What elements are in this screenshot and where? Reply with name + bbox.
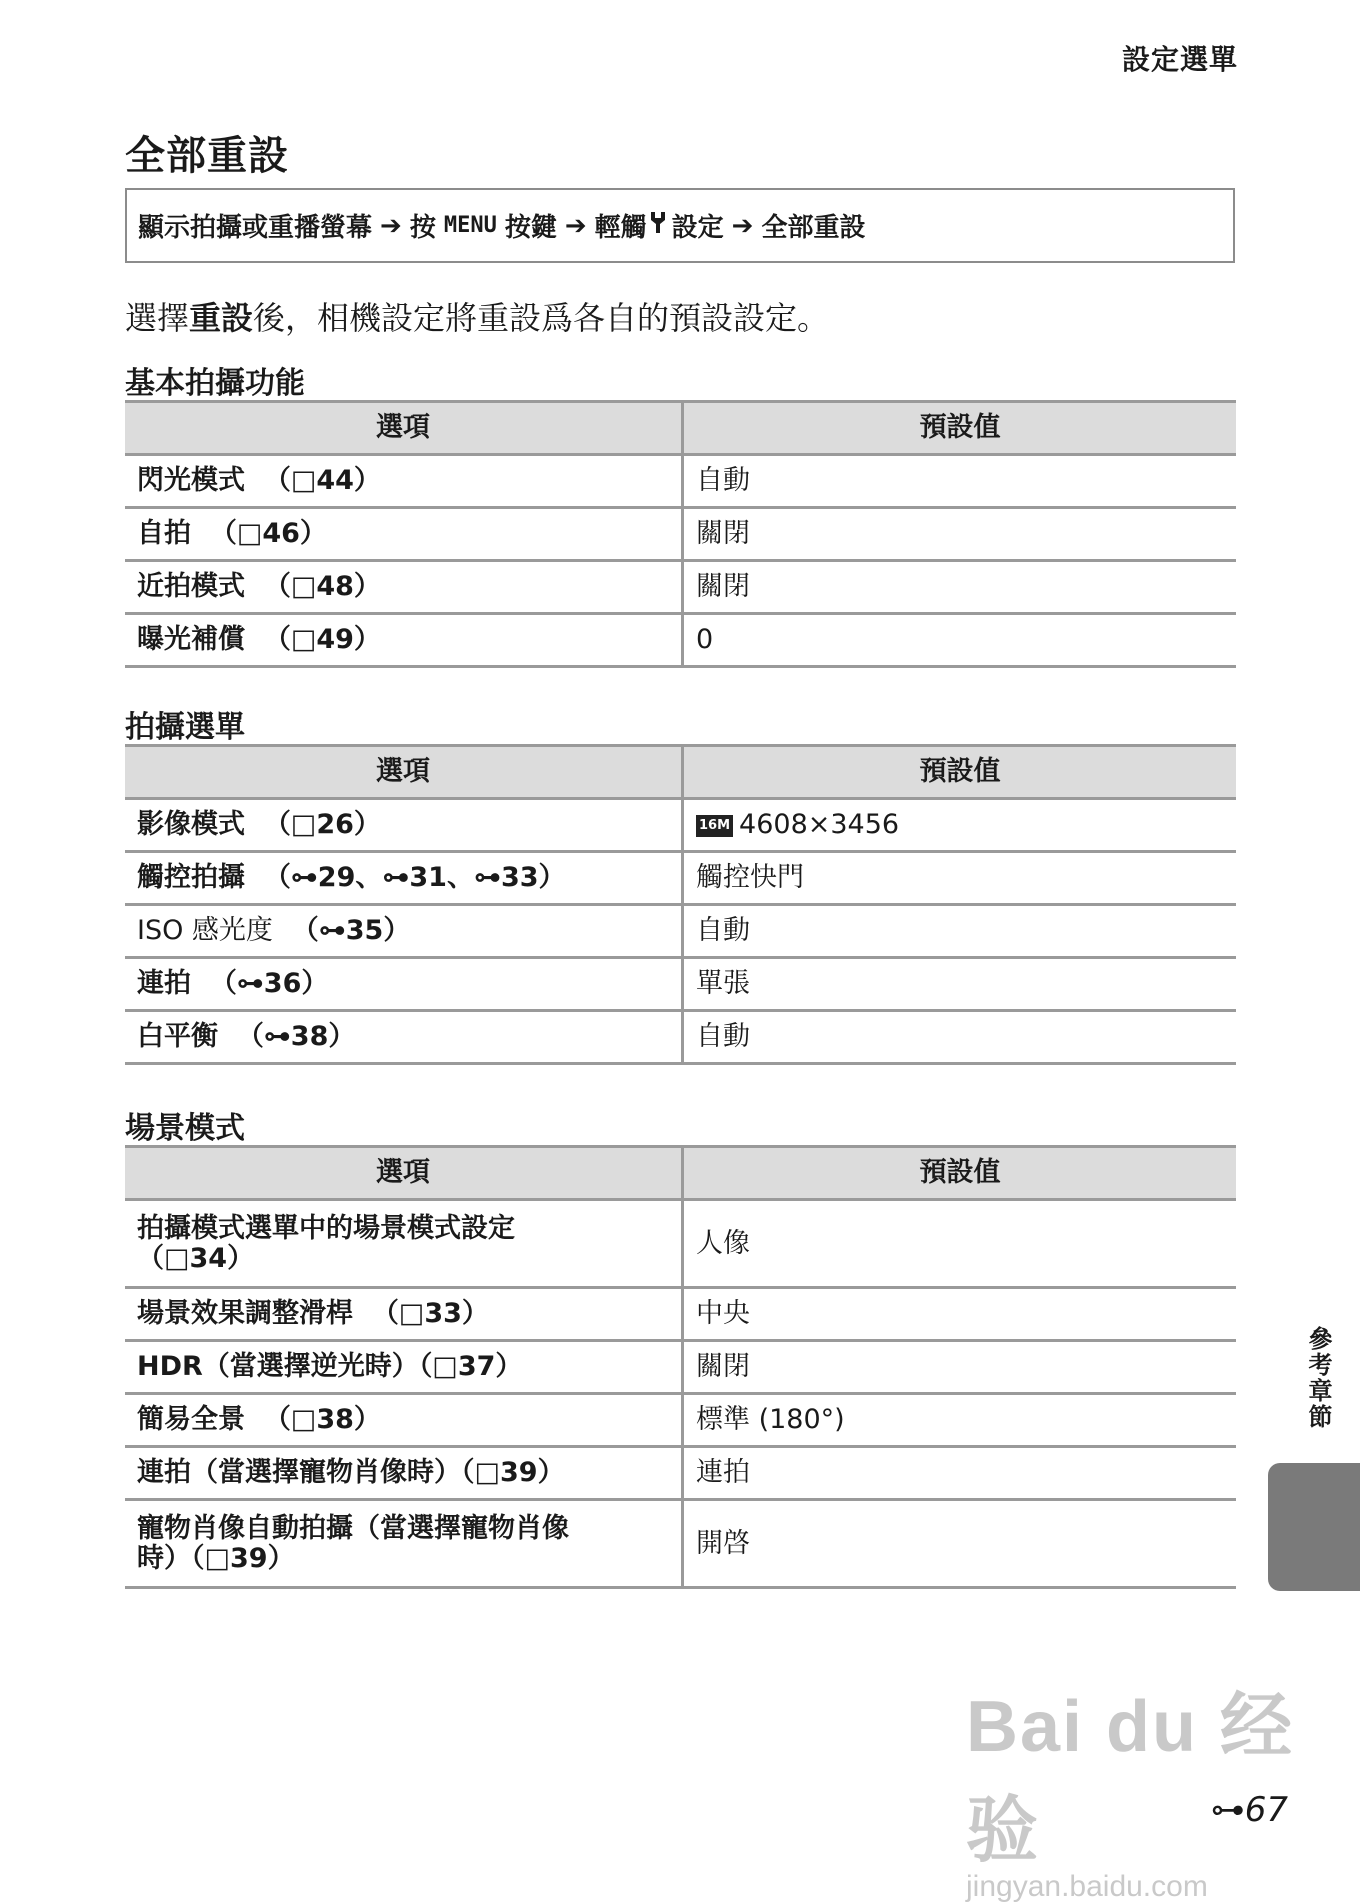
- arrow-right-icon: ➔: [380, 210, 402, 241]
- option-label: 閃光模式: [137, 465, 245, 496]
- option-label: 自拍: [137, 518, 191, 549]
- path-step-1: 顯示拍攝或重播螢幕: [138, 213, 373, 243]
- ref-text: （⊶36）: [209, 968, 329, 999]
- section-title-basic: 基本拍攝功能: [125, 366, 305, 401]
- table-row: [125, 1500, 1236, 1588]
- default-value: 關閉: [683, 1341, 1237, 1394]
- table-row: [125, 852, 1236, 905]
- section-title-shooting-menu: 拍攝選單: [125, 710, 245, 745]
- table-row: [125, 1341, 1236, 1394]
- column-header-option: 選項: [125, 746, 683, 799]
- intro-after: 後，相機設定將重設爲各自的預設設定。: [253, 299, 830, 337]
- table-row: [125, 1011, 1236, 1064]
- default-value: 觸控快門: [683, 852, 1237, 905]
- running-header: 設定選單: [1121, 43, 1238, 76]
- image-size-16m-icon: 16M: [696, 815, 733, 837]
- column-header-option: 選項: [125, 1147, 683, 1200]
- table-row: [125, 561, 1236, 614]
- table-row: [125, 1447, 1236, 1500]
- table-shooting-menu: [125, 744, 1236, 1065]
- default-value: [683, 799, 1237, 852]
- book-icon: □: [236, 518, 263, 549]
- column-header-option: 選項: [125, 402, 683, 455]
- default-value: 關閉: [683, 561, 1237, 614]
- intro-paragraph: [125, 293, 829, 339]
- book-icon: □: [290, 624, 317, 655]
- page-title: 全部重設: [125, 133, 289, 179]
- watermark-url: jingyan.baidu.com: [966, 1870, 1208, 1903]
- default-value: 關閉: [683, 508, 1237, 561]
- watermark: [966, 1668, 1360, 1904]
- ref-text: （□34）: [137, 1242, 255, 1274]
- ref-text: （□38）: [263, 1404, 381, 1435]
- wrench-icon: [649, 210, 667, 241]
- table-row: [125, 799, 1236, 852]
- table-row: [125, 958, 1236, 1011]
- default-value: 連拍: [683, 1447, 1237, 1500]
- ref-page: 46）: [262, 518, 327, 549]
- ref-open: （: [263, 624, 291, 655]
- table-row: [125, 1288, 1236, 1341]
- book-icon: □: [290, 465, 317, 496]
- menu-path-box: [125, 188, 1235, 263]
- option-label: HDR（當選擇逆光時）: [137, 1351, 419, 1382]
- path-step-3-suffix: 設定: [671, 213, 724, 243]
- default-value: 自動: [683, 455, 1237, 508]
- ref-text: （⊶35）: [291, 915, 411, 946]
- option-label: 近拍模式: [137, 571, 245, 602]
- table-row: [125, 905, 1236, 958]
- option-label: ISO 感光度: [137, 915, 273, 946]
- option-label: 曝光補償: [137, 624, 245, 655]
- option-label: 連拍: [137, 968, 191, 999]
- ref-text: 時）（□39）: [137, 1542, 295, 1574]
- ref-text: （□26）: [263, 809, 381, 840]
- menu-button-label: MENU: [443, 213, 497, 238]
- table-basic-shooting: [125, 400, 1236, 668]
- ref-text: （□37）: [418, 1351, 523, 1382]
- path-step-2-suffix: 按鍵: [504, 213, 557, 243]
- ref-open: （: [209, 518, 237, 549]
- table-row: [125, 508, 1236, 561]
- default-value: 自動: [683, 905, 1237, 958]
- option-label: 連拍（當選擇寵物肖像時）: [137, 1457, 461, 1488]
- option-label: 觸控拍攝: [137, 862, 245, 893]
- ref-open: （: [263, 571, 291, 602]
- table-row: [125, 455, 1236, 508]
- ref-page: 44）: [316, 465, 381, 496]
- ref-text: （⊶29、⊶31、⊶33）: [263, 862, 566, 893]
- option-label: 拍攝模式選單中的場景模式設定: [137, 1212, 515, 1244]
- intro-bold: 重設: [189, 299, 254, 337]
- intro-before: 選擇: [125, 299, 190, 337]
- option-label: 場景效果調整滑桿: [137, 1298, 353, 1329]
- default-value: 標準 (180°): [683, 1394, 1237, 1447]
- default-value: 中央: [683, 1288, 1237, 1341]
- ref-page: 48）: [316, 571, 381, 602]
- default-value: 自動: [683, 1011, 1237, 1064]
- ref-text: （⊶38）: [236, 1021, 356, 1052]
- side-tab: [1268, 1463, 1360, 1591]
- option-label: 影像模式: [137, 809, 245, 840]
- column-header-default: 預設值: [683, 1147, 1237, 1200]
- book-icon: □: [290, 571, 317, 602]
- ref-text: （□33）: [371, 1298, 489, 1329]
- path-step-4: 全部重設: [761, 213, 866, 243]
- side-tab-label: 參考章節: [1304, 1326, 1332, 1430]
- table-row: [125, 1394, 1236, 1447]
- path-step-2-prefix: 按: [409, 213, 436, 243]
- path-step-3-prefix: 輕觸: [594, 213, 647, 243]
- option-label: 簡易全景: [137, 1404, 245, 1435]
- default-value: 開啓: [683, 1500, 1237, 1588]
- column-header-default: 預設值: [683, 402, 1237, 455]
- ref-page: 49）: [316, 624, 381, 655]
- column-header-default: 預設值: [683, 746, 1237, 799]
- watermark-brand: Bai du 经验: [966, 1687, 1295, 1871]
- section-title-scene-mode: 場景模式: [125, 1111, 245, 1146]
- table-row: [125, 1200, 1236, 1288]
- option-label: 白平衡: [137, 1021, 218, 1052]
- ref-open: （: [263, 465, 291, 496]
- ref-text: （□39）: [461, 1457, 565, 1488]
- arrow-right-icon: ➔: [731, 210, 754, 241]
- arrow-right-icon: ➔: [564, 210, 587, 241]
- default-value: 單張: [683, 958, 1237, 1011]
- table-scene-mode: [125, 1145, 1236, 1589]
- page-number: ⊶67: [1210, 1790, 1288, 1830]
- value-text: 4608×3456: [739, 809, 900, 840]
- option-label: 寵物肖像自動拍攝（當選擇寵物肖像: [137, 1512, 569, 1544]
- table-row: [125, 614, 1236, 667]
- default-value: 人像: [683, 1200, 1237, 1288]
- default-value: 0: [683, 614, 1237, 667]
